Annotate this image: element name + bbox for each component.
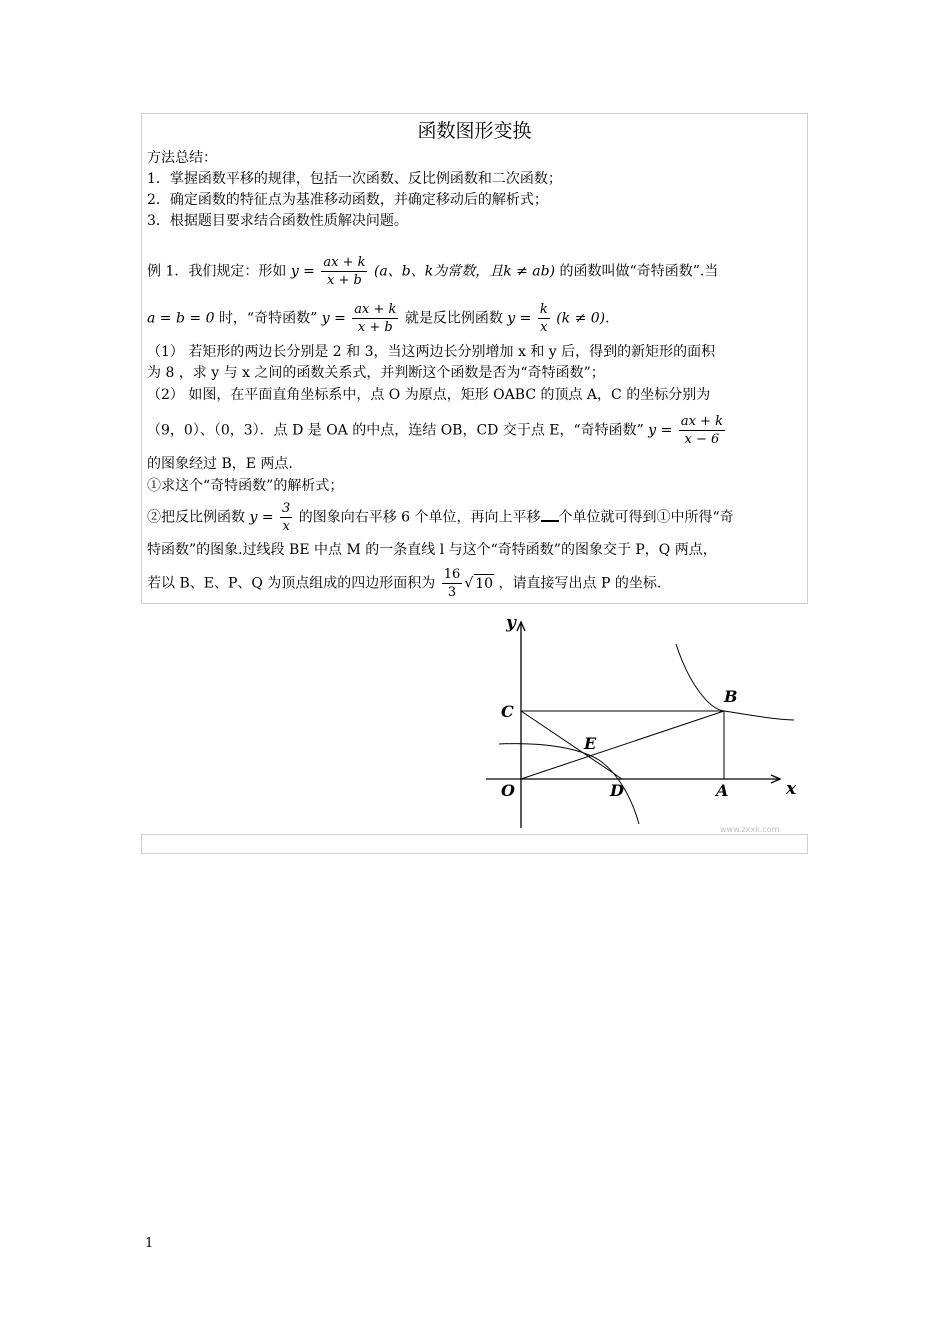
- label-c: C: [501, 702, 514, 721]
- answer-blank[interactable]: [541, 508, 559, 522]
- condition-ab: a = b = 0: [147, 310, 215, 327]
- fraction-special-function: $\frac{ax + k}{x - 6}$: [680, 414, 723, 447]
- content-box: [141, 113, 808, 604]
- watermark-text: www.zxxk.com: [720, 825, 780, 834]
- label-b: B: [724, 687, 738, 706]
- sqrt-symbol: √: [464, 575, 474, 592]
- sqrt-radicand: 10: [475, 575, 494, 592]
- label-e: E: [584, 734, 597, 753]
- part2-line-3: 的图象经过 B，E 两点.: [147, 456, 293, 472]
- question-2-line-2: 特函数”的图象.过线段 BE 中点 M 的一条直线 l 与这个“奇特函数”的图象交于 P，Q 两点，: [147, 542, 717, 558]
- fraction-inverse: $\frac{k}{x}$: [539, 302, 548, 335]
- segment-cd: [521, 711, 622, 779]
- fraction-general: $\frac{ax + k}{x + b}$: [323, 255, 366, 288]
- method-heading: 方法总结：: [147, 150, 217, 166]
- page-number: 1: [145, 1236, 154, 1251]
- part1-line-1: （1） 若矩形的两边长分别是 2 和 3，当这两边长分别增加 x 和 y 后，得到的新矩形的面积: [147, 344, 716, 360]
- formula-y: y =: [290, 263, 315, 280]
- page-title: 函数图形变换: [417, 120, 532, 142]
- method-item-1: 1．掌握函数平移的规律，包括一次函数、反比例函数和二次函数；: [147, 171, 562, 187]
- fraction-three-over-x: $\frac{3}{x}$: [282, 501, 291, 534]
- definition-text: 的函数叫做“奇特函数”.当: [559, 263, 719, 280]
- label-o: O: [501, 781, 515, 800]
- question-2-line-1: ②把反比例函数 y = $\frac{3}{x}$ 的图象向右平移 6 个单位，再向上平移 个单位就可得到①中所得“奇: [147, 501, 734, 534]
- part1-line-2: 为 8 ，求 y 与 x 之间的函数关系式，并判断这个函数是否为“奇特函数”；: [147, 365, 605, 381]
- label-x: x: [786, 779, 797, 799]
- example-intro: 例 1．我们规定：形如: [147, 263, 287, 280]
- label-a: A: [716, 781, 729, 800]
- curve-upper-branch: [676, 644, 794, 720]
- empty-box: [141, 834, 808, 854]
- coordinate-figure: [484, 614, 814, 834]
- method-item-2: 2．确定函数的特征点为基准移动函数，并确定移动后的解析式；: [147, 192, 548, 208]
- fraction-special: $\frac{ax + k}{x + b}$: [354, 302, 397, 335]
- part2-line-2: （9，0）、（0，3）．点 D 是 OA 的中点，连结 OB，CD 交于点 E，“奇特函数” y = $\frac{ax + k}{x - 6}$: [147, 414, 723, 447]
- part2-line-1: （2） 如图，在平面直角坐标系中，点 O 为原点，矩形 OABC 的顶点 A，C 的坐标分别为: [147, 387, 711, 403]
- method-item-3: 3．根据题目要求结合函数性质解决问题。: [147, 213, 408, 229]
- example-line-1: [147, 254, 718, 289]
- segment-ob: [521, 711, 724, 779]
- label-y: y: [506, 614, 516, 633]
- question-2-line-3: 若以 B、E、P、Q 为顶点组成的四边形面积为 $\frac{16}{3}$ √ 10 ，请直接写出点 P 的坐标.: [147, 567, 662, 600]
- example-line-2: a = b = 0 时，“奇特函数” y = $\frac{ax + k}{x + b}$ 就是反比例函数 y = $\frac{k}{x}$ (k ≠ 0).: [147, 302, 610, 335]
- question-1: ①求这个“奇特函数”的解析式；: [147, 478, 344, 494]
- fraction-area: $\frac{16}{3}$: [443, 567, 461, 600]
- label-d: D: [610, 781, 624, 800]
- constant-condition: (a、b、k为常数，且k ≠ ab): [373, 263, 556, 280]
